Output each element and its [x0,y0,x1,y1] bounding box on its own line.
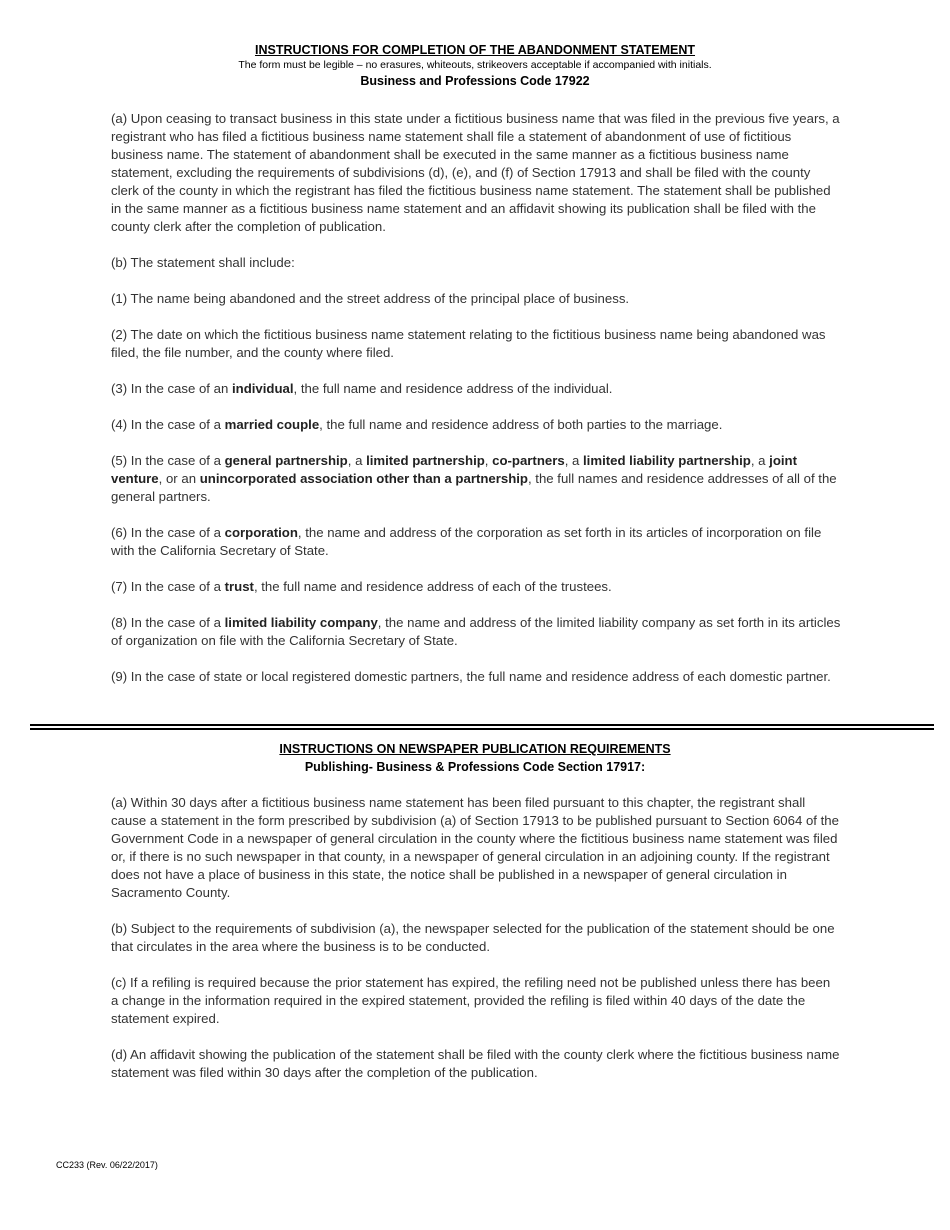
publication-code-reference: Publishing- Business & Professions Code Section 17917: [304,760,646,774]
term-corporation: corporation [224,525,298,540]
abandonment-item-8: (8) In the case of a limited liability company, the name and address of the limited liability company as set forth in its articles of organization on file with the California Secretary of State. [111,615,841,648]
term-married-couple: married couple [224,417,320,432]
abandonment-item-6: (6) In the case of a corporation, the name and address of the corporation as set forth in its articles of incorporation on file with the California Secretary of State. [111,525,822,558]
abandonment-item-2: (2) The date on which the fictitious business name statement relating to the fictitious business name being abandoned was filed, the file number, and the county where filed. [111,327,826,360]
abandonment-item-9: (9) In the case of state or local registered domestic partners, the full name and residence address of each domestic partner. [111,669,831,684]
abandonment-item-1: (1) The name being abandoned and the street address of the principal place of business. [111,291,630,306]
term-co-partners: co-partners [492,453,565,468]
publication-body [111,794,841,1082]
abandonment-paragraph-b: (b) The statement shall include: [111,255,295,270]
term-unincorporated-association: unincorporated association other than a partnership [199,471,528,486]
term-llc: limited liability company [224,615,378,630]
publication-paragraph-b: (b) Subject to the requirements of subdivision (a), the newspaper selected for the publication of the statement should be one that circulates in the area where the business is to be conducted. [111,921,835,954]
publication-title: INSTRUCTIONS ON NEWSPAPER PUBLICATION REQUIREMENTS [279,742,671,756]
abandonment-item-3: (3) In the case of an individual, the full name and residence address of the individual. [111,381,613,396]
form-revision-id: CC233 (Rev. 06/22/2017) [56,1160,158,1170]
term-limited-partnership: limited partnership [366,453,485,468]
publication-header [0,740,950,776]
term-trust: trust [224,579,254,594]
abandonment-item-7: (7) In the case of a trust, the full name and residence address of each of the trustees. [111,579,612,594]
publication-paragraph-d: (d) An affidavit showing the publication of the statement shall be filed with the county clerk where the fictitious business name statement was filed within 30 days after the completion of the publication. [111,1047,840,1080]
term-joint-venture: joint venture [111,453,797,486]
publication-paragraph-c: (c) If a refiling is required because the prior statement has expired, the refiling need not be published unless there has been a change in the information required in the expired statement, provided the refiling is filed within 40 days of the date the statement expired. [111,975,831,1026]
abandonment-paragraph-a: (a) Upon ceasing to transact business in this state under a fictitious business name that was filed in the previous five years, a registrant who has filed a fictitious business name statement shall file a statement of abandonment of use of fictitious business name. The statement of abandonment shall be executed in the same manner as a fictitious business name statement, excluding the requirements of subdivisions (d), (e), and (f) of Section 17913 and shall be filed with the county clerk of the county in which the registrant has filed the fictitious business name statement. The statement shall be published in the same manner as a fictitious business name statement and an affidavit showing its publication shall be filed with the county clerk after the completion of publication. [111,111,840,234]
legibility-note: The form must be legible – no erasures, whiteouts, strikeovers acceptable if accompanied with initials. [238,59,712,71]
section-divider [30,724,934,730]
term-general-partnership: general partnership [224,453,348,468]
publication-paragraph-a: (a) Within 30 days after a fictitious business name statement has been filed pursuant to this chapter, the registrant shall cause a statement in the form prescribed by subdivision (a) of Section 17913 to be published pursuant to Section 6064 of the Government Code in a newspaper of general circulation in the county where the fictitious business name statement was filed or, if there is no such newspaper in that county, in a newspaper of general circulation in an adjoining county. If the registrant does not have a place of business in this state, the notice shall be published in a newspaper of general circulation in Sacramento County. [111,795,839,900]
abandonment-header [0,42,950,90]
abandonment-code-reference: Business and Professions Code 17922 [360,74,590,88]
abandonment-item-5: (5) In the case of a general partnership, a limited partnership, co-partners, a limited liability partnership, a joint venture, or an unincorporated association other than a partnership, the full names and residence addresses of all of the general partners. [111,453,837,504]
abandonment-body [111,110,841,686]
term-llp: limited liability partnership [583,453,751,468]
term-individual: individual [231,381,294,396]
abandonment-item-4: (4) In the case of a married couple, the full name and residence address of both parties to the marriage. [111,417,723,432]
abandonment-title: INSTRUCTIONS FOR COMPLETION OF THE ABANDONMENT STATEMENT [254,43,696,57]
